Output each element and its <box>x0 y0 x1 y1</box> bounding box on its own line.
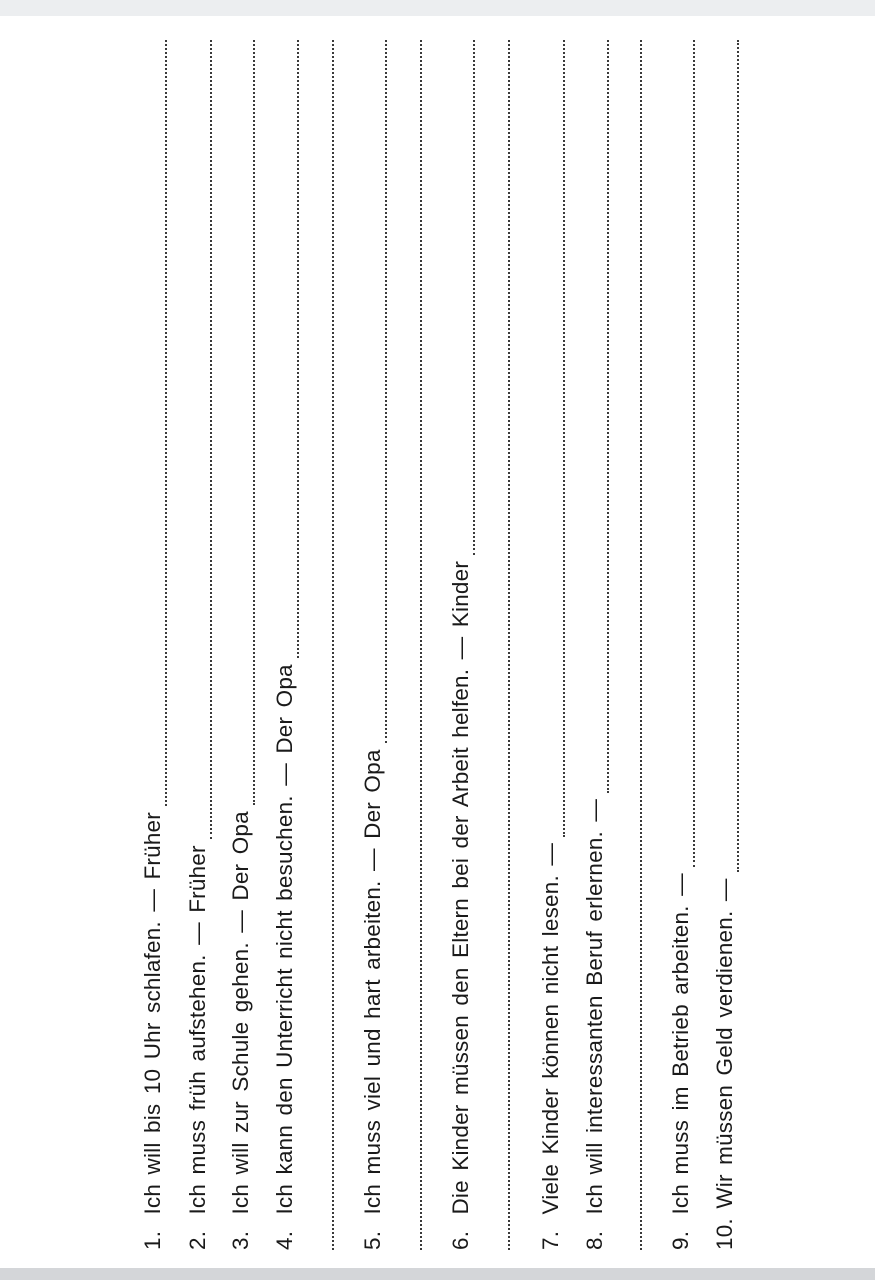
exercise-7 <box>538 40 572 1250</box>
exercise-2 <box>185 40 219 1250</box>
exercise-text: Wir müssen Geld verdienen. — <box>712 878 737 1209</box>
answer-line-continuation[interactable] <box>332 40 334 1250</box>
answer-line-continuation[interactable] <box>640 40 642 1250</box>
answer-line[interactable] <box>607 40 609 793</box>
exercise-text: Ich will bis 10 Uhr schlafen. — Früher <box>140 812 165 1215</box>
answer-line[interactable] <box>210 40 212 839</box>
answer-line[interactable] <box>473 40 475 555</box>
exercise-number: 2. <box>185 1230 210 1250</box>
exercise-list <box>120 40 740 1250</box>
exercise-3 <box>228 40 262 1250</box>
exercise-number: 9. <box>668 1230 693 1250</box>
exercise-number: 8. <box>582 1230 607 1250</box>
exercise-1 <box>140 40 174 1250</box>
top-bar <box>0 0 875 16</box>
exercise-number: 10. <box>712 1218 737 1250</box>
exercise-text: Ich muss früh aufstehen. — Früher <box>185 845 210 1215</box>
answer-line[interactable] <box>693 40 695 867</box>
exercise-number: 7. <box>538 1230 563 1250</box>
exercise-text: Viele Kinder können nicht lesen. — <box>538 842 563 1215</box>
exercise-text: Ich muss viel und hart arbeiten. — Der Opa <box>360 749 385 1215</box>
answer-line-continuation[interactable] <box>420 40 422 1250</box>
exercise-4 <box>272 40 306 1250</box>
exercise-6 <box>448 40 482 1250</box>
exercise-number: 3. <box>228 1230 253 1250</box>
exercise-text: Ich muss im Betrieb arbeiten. — <box>668 873 693 1215</box>
answer-line[interactable] <box>737 40 739 872</box>
exercise-text: Ich will zur Schule gehen. — Der Opa <box>228 811 253 1215</box>
exercise-number: 4. <box>272 1230 297 1250</box>
exercise-text: Die Kinder müssen den Eltern bei der Arbeit helfen. — Kinder <box>448 560 473 1215</box>
exercise-10 <box>712 40 746 1250</box>
bottom-bar <box>0 1268 875 1280</box>
exercise-5 <box>360 40 394 1250</box>
answer-line[interactable] <box>253 40 255 805</box>
exercise-9 <box>668 40 702 1250</box>
exercise-8 <box>582 40 616 1250</box>
exercise-number: 6. <box>448 1230 473 1250</box>
answer-line[interactable] <box>165 40 167 806</box>
exercise-text: Ich will interessanten Beruf erlernen. — <box>582 798 607 1215</box>
exercise-text: Ich kann den Unterricht nicht besuchen. — Der Opa <box>272 664 297 1215</box>
exercise-number: 1. <box>140 1230 165 1250</box>
answer-line[interactable] <box>385 40 387 743</box>
answer-line[interactable] <box>297 40 299 658</box>
answer-line[interactable] <box>563 40 565 837</box>
exercise-number: 5. <box>360 1230 385 1250</box>
answer-line-continuation[interactable] <box>508 40 510 1250</box>
